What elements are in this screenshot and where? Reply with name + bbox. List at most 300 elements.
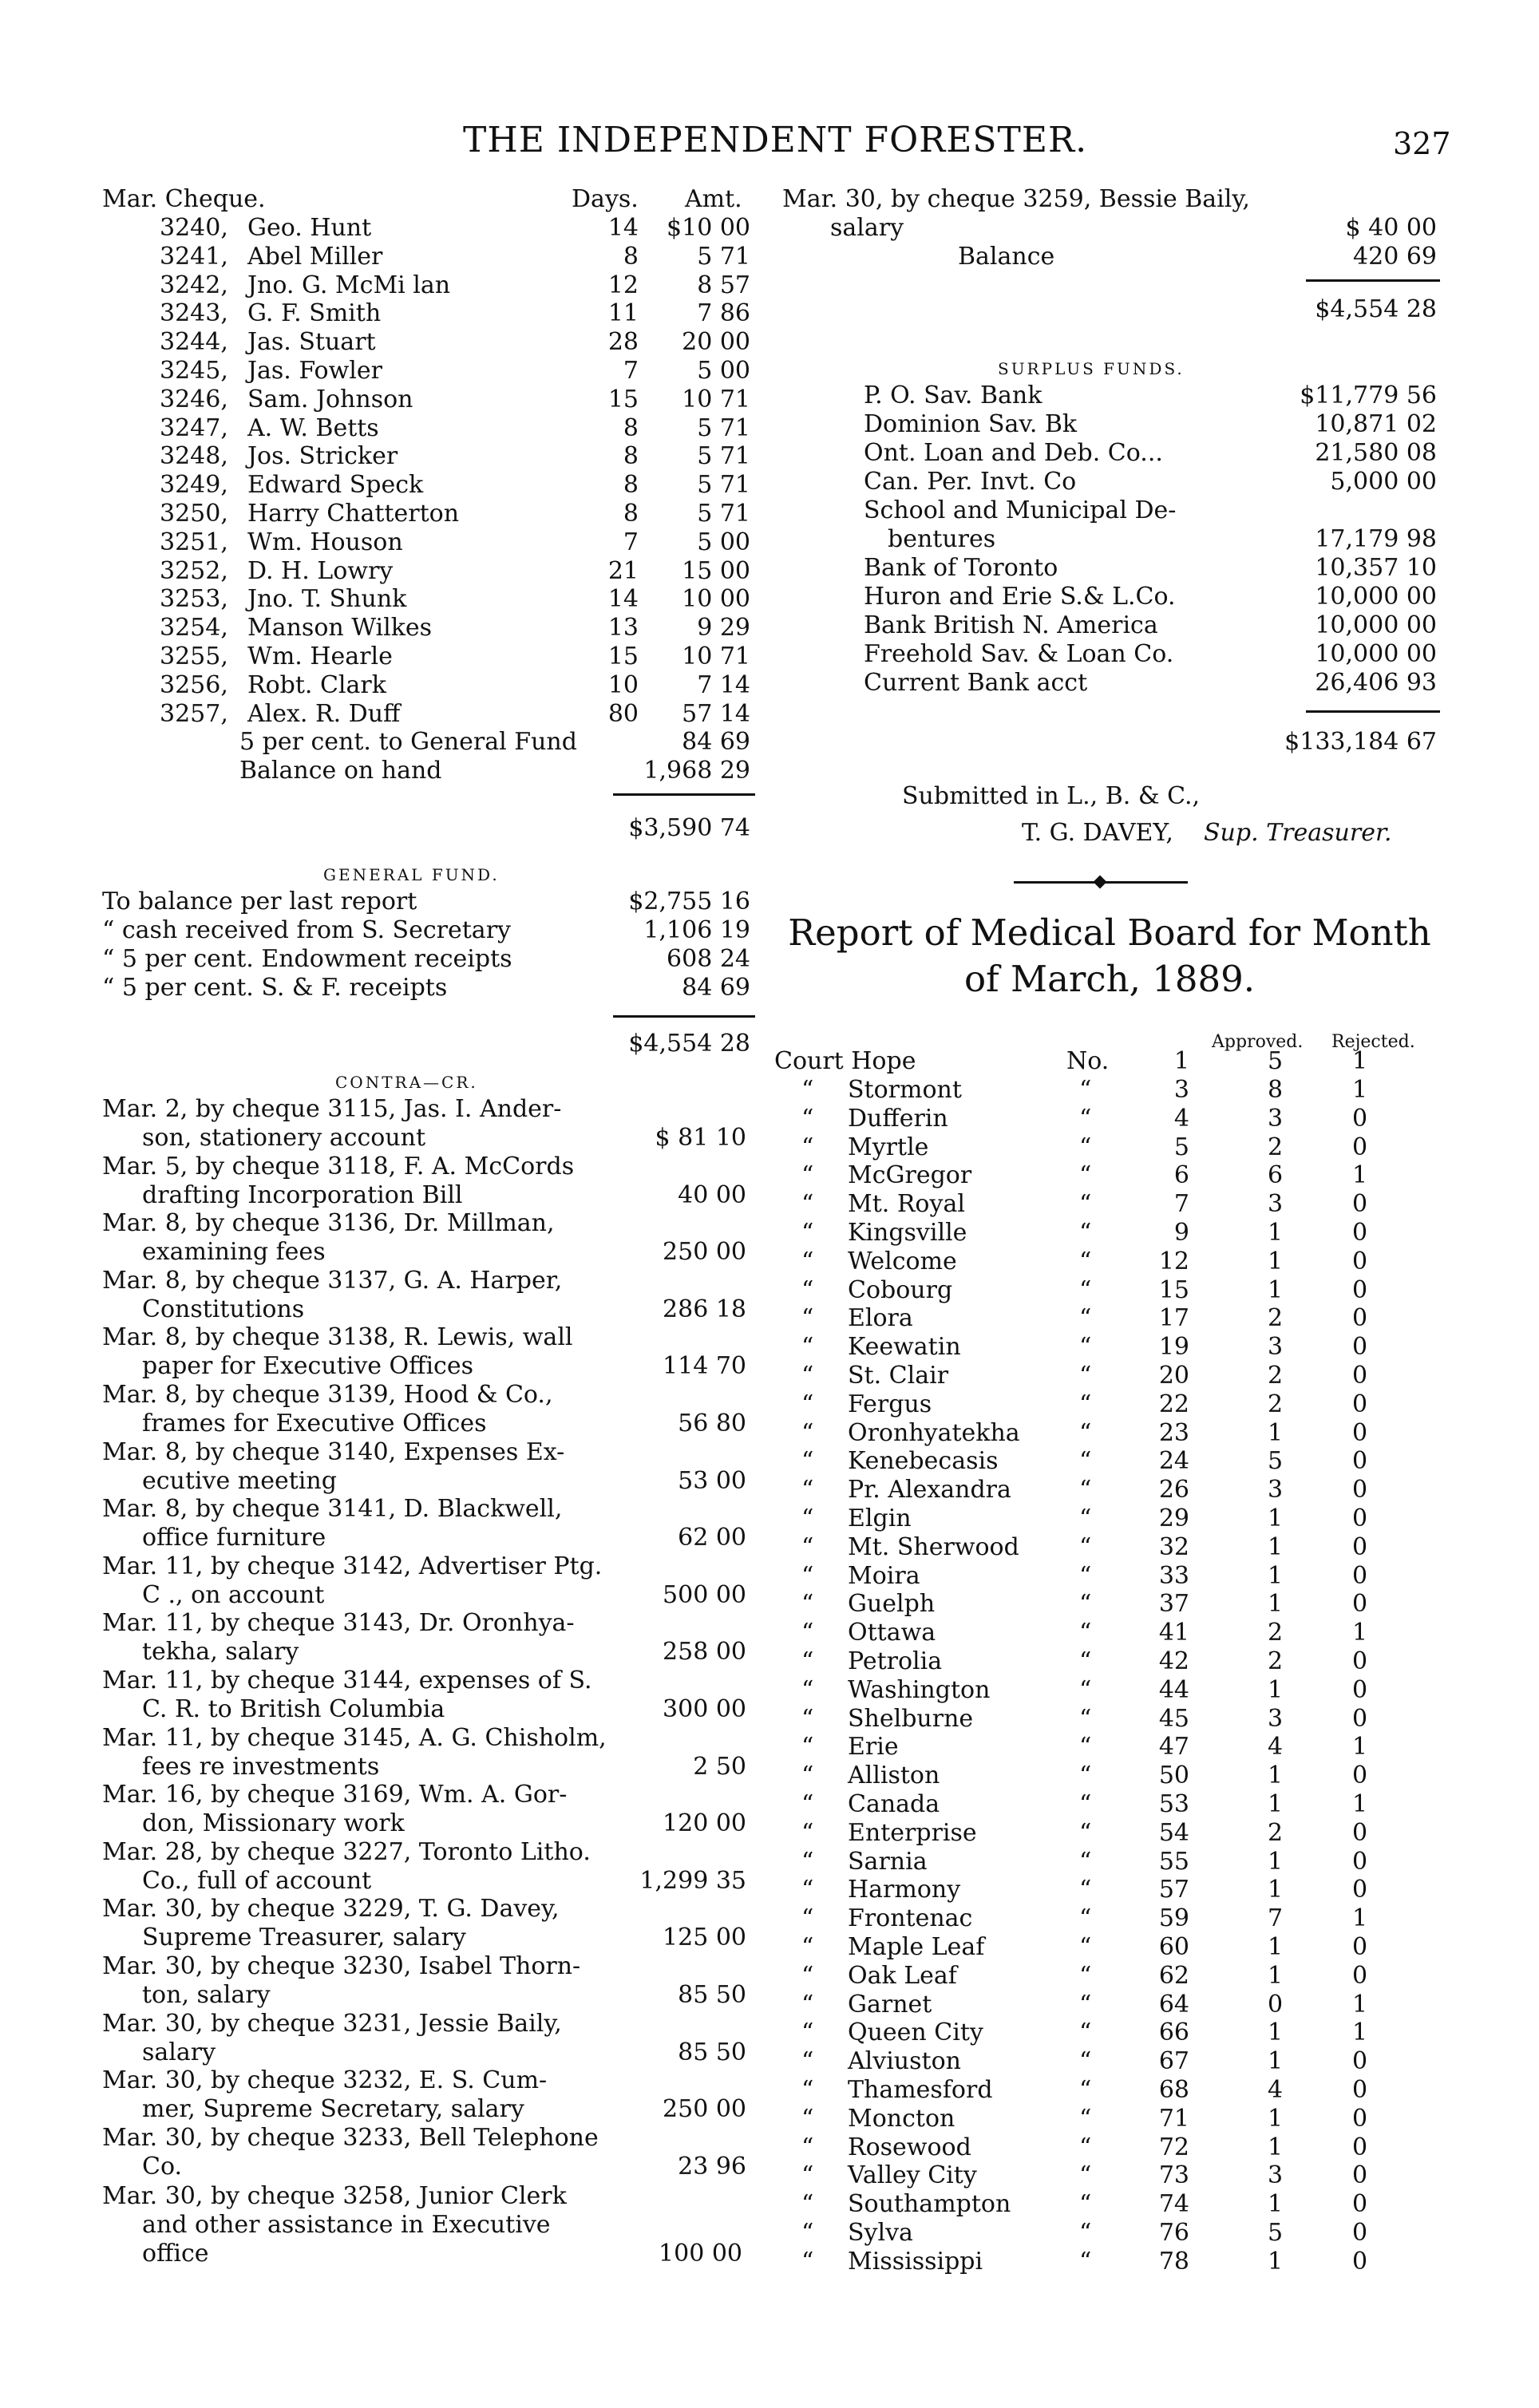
contra-entry-line1: Mar. 8, by cheque 3141, D. Blackwell, bbox=[102, 1495, 563, 1524]
court-approved: 2 bbox=[1268, 1390, 1284, 1418]
ditto-mark: “ bbox=[801, 2190, 814, 2219]
cheque-payee: Alex. R. Duff bbox=[247, 699, 401, 728]
cheque-header-amt: Amt. bbox=[685, 185, 742, 213]
court-rejected: 1 bbox=[1352, 1990, 1368, 2019]
court-approved: 1 bbox=[1268, 1876, 1284, 1904]
contra-entry-line1: Mar. 8, by cheque 3137, G. A. Harper, bbox=[102, 1266, 563, 1295]
surplus-item: Bank of Toronto bbox=[864, 554, 1058, 582]
contra-entry-amount: 85 50 bbox=[678, 2038, 746, 2066]
contra-entry-line1: Mar. 8, by cheque 3140, Expenses Ex- bbox=[102, 1437, 565, 1466]
ditto-mark: “ bbox=[801, 1190, 814, 1219]
contra-entry-line2: C ., on account bbox=[142, 1580, 325, 1609]
court-rejected: 0 bbox=[1352, 2133, 1368, 2161]
court-number: 3 bbox=[1173, 1076, 1189, 1104]
contra-entry-line1: Mar. 30, by cheque 3230, Isabel Thorn- bbox=[102, 1952, 581, 1980]
contra-entry-line2: ton, salary bbox=[142, 1981, 271, 2009]
surplus-amount: 10,000 00 bbox=[1315, 611, 1437, 639]
surplus-amount: 10,871 02 bbox=[1315, 410, 1437, 438]
cheque-number: 3249, bbox=[160, 471, 228, 500]
per-cent-line-text: 5 per cent. to General Fund bbox=[239, 728, 577, 756]
court-number: 67 bbox=[1158, 2047, 1189, 2076]
cheque-amount: 5 00 bbox=[697, 357, 750, 385]
court-hope-approved: 5 bbox=[1268, 1047, 1284, 1075]
court-rejected: 0 bbox=[1352, 1933, 1368, 1961]
page-number: 327 bbox=[1393, 126, 1451, 161]
court-number: 47 bbox=[1158, 1733, 1189, 1762]
page-title: THE INDEPENDENT FORESTER. bbox=[463, 120, 1088, 160]
surplus-amount: 26,406 93 bbox=[1315, 669, 1437, 697]
balance-on-hand-amt: 1,968 29 bbox=[643, 757, 750, 785]
court-number: 42 bbox=[1158, 1647, 1189, 1675]
court-approved: 2 bbox=[1268, 1619, 1284, 1647]
court-rejected: 0 bbox=[1352, 1104, 1368, 1133]
court-number: 45 bbox=[1158, 1704, 1189, 1733]
court-name: Myrtle bbox=[848, 1133, 929, 1161]
ditto-mark: “ bbox=[801, 1990, 814, 2019]
court-number: 24 bbox=[1158, 1447, 1189, 1476]
court-approved: 2 bbox=[1268, 1133, 1284, 1161]
court-approved: 1 bbox=[1268, 2047, 1284, 2076]
court-name: Elgin bbox=[848, 1505, 912, 1532]
cheque-number: 3254, bbox=[160, 614, 228, 643]
contra-entry-amount: 250 00 bbox=[663, 1238, 746, 1267]
court-number: 19 bbox=[1158, 1333, 1189, 1362]
balance-rule bbox=[1306, 279, 1440, 282]
contra-last-amt: 100 00 bbox=[659, 2240, 742, 2268]
contra-entry-line1: Mar. 16, by cheque 3169, Wm. A. Gor- bbox=[102, 1781, 568, 1809]
ditto-mark: “ bbox=[801, 2133, 814, 2161]
court-name: Enterprise bbox=[848, 1818, 977, 1847]
contra-entry-amount: 40 00 bbox=[678, 1180, 746, 1209]
cheque-amount: 10 00 bbox=[682, 585, 750, 614]
cheque-days: 7 bbox=[623, 357, 639, 385]
ditto-mark: “ bbox=[801, 1161, 814, 1190]
contra-entry-line1: Mar. 11, by cheque 3145, A. G. Chisholm, bbox=[102, 1723, 607, 1752]
court-number: 41 bbox=[1158, 1619, 1189, 1647]
court-hope-rejected: 1 bbox=[1352, 1047, 1368, 1075]
cheque-number: 3255, bbox=[160, 643, 228, 670]
ditto-mark: “ bbox=[1079, 1590, 1092, 1619]
court-approved: 1 bbox=[1268, 1561, 1284, 1590]
ditto-mark: “ bbox=[1079, 2219, 1092, 2247]
surplus-heading: SURPLUS FUNDS. bbox=[998, 359, 1185, 378]
court-rejected: 0 bbox=[1352, 1362, 1368, 1390]
cheque-days: 15 bbox=[607, 643, 639, 670]
ditto-mark: “ bbox=[801, 2247, 814, 2276]
contra-entry-amount: 2 50 bbox=[693, 1752, 746, 1781]
ditto-mark: “ bbox=[1079, 1904, 1092, 1933]
cheque-number: 3240, bbox=[160, 214, 228, 242]
contra-entry-amount: $ 81 10 bbox=[655, 1124, 746, 1152]
ditto-mark: “ bbox=[1079, 1733, 1092, 1762]
contra-entry-line2: paper for Executive Offices bbox=[142, 1352, 474, 1381]
balance-amt: 420 69 bbox=[1353, 243, 1437, 271]
contra-heading: CONTRA—CR. bbox=[335, 1073, 478, 1092]
court-rejected: 0 bbox=[1352, 1390, 1368, 1418]
cheque-amount: 7 86 bbox=[697, 299, 750, 328]
per-cent-line-amt: 84 69 bbox=[682, 728, 750, 756]
surplus-amount: 21,580 08 bbox=[1315, 439, 1437, 467]
court-approved: 1 bbox=[1268, 1762, 1284, 1790]
court-name: Fergus bbox=[848, 1390, 932, 1418]
contra-entry-line2: Co., full of account bbox=[142, 1866, 372, 1895]
ditto-mark: “ bbox=[1079, 2133, 1092, 2161]
cheque-amount: $10 00 bbox=[667, 214, 750, 242]
cheque-amount: 8 57 bbox=[697, 271, 750, 299]
ditto-mark: “ bbox=[801, 1304, 814, 1333]
cheque-number: 3246, bbox=[160, 385, 228, 413]
ditto-mark: “ bbox=[1079, 1990, 1092, 2019]
total-rule bbox=[613, 793, 755, 796]
court-number: 74 bbox=[1158, 2190, 1189, 2219]
court-rejected: 0 bbox=[1352, 1847, 1368, 1876]
court-name: Stormont bbox=[848, 1076, 962, 1104]
court-rejected: 1 bbox=[1352, 2019, 1368, 2047]
contra-last-line3: office bbox=[142, 2240, 209, 2268]
cheque-days: 8 bbox=[623, 500, 639, 528]
court-rejected: 0 bbox=[1352, 1561, 1368, 1590]
ditto-mark: “ bbox=[1079, 1675, 1092, 1704]
contra-entry-line1: Mar. 28, by cheque 3227, Toronto Litho. bbox=[102, 1837, 591, 1866]
cheque-payee: Jno. T. Shunk bbox=[247, 585, 407, 614]
cheque-amount: 15 00 bbox=[682, 556, 750, 585]
ditto-mark: “ bbox=[801, 1333, 814, 1362]
court-hope-label: Court Hope bbox=[774, 1047, 916, 1075]
cheque-number: 3257, bbox=[160, 699, 228, 728]
court-rejected: 1 bbox=[1352, 1076, 1368, 1104]
court-rejected: 0 bbox=[1352, 1590, 1368, 1619]
surplus-amount: 10,000 00 bbox=[1315, 640, 1437, 668]
contra-entry-amount: 62 00 bbox=[678, 1524, 746, 1552]
court-rejected: 1 bbox=[1352, 1904, 1368, 1933]
surplus-item: P. O. Sav. Bank bbox=[864, 382, 1042, 409]
surplus-rule bbox=[1306, 710, 1440, 713]
ditto-mark: “ bbox=[1079, 1133, 1092, 1161]
court-approved: 2 bbox=[1268, 1304, 1284, 1333]
cheque-days: 8 bbox=[623, 471, 639, 500]
balance-on-hand-text: Balance on hand bbox=[239, 757, 442, 785]
court-approved: 1 bbox=[1268, 2104, 1284, 2133]
court-number: 44 bbox=[1158, 1675, 1189, 1704]
ditto-mark: “ bbox=[801, 1476, 814, 1505]
ditto-mark: “ bbox=[1079, 2247, 1092, 2276]
court-number: 33 bbox=[1158, 1561, 1189, 1590]
contra-entry-amount: 1,299 35 bbox=[639, 1866, 746, 1895]
cheque-days: 15 bbox=[607, 385, 639, 413]
court-rejected: 0 bbox=[1352, 2047, 1368, 2076]
cheque-payee: Geo. Hunt bbox=[247, 214, 372, 242]
contra-entry-line2: Co. bbox=[142, 2152, 183, 2181]
court-number: 22 bbox=[1158, 1390, 1189, 1418]
cheque-payee: Jno. G. McMi lan bbox=[247, 271, 451, 299]
cheque-days: 10 bbox=[607, 670, 639, 699]
ditto-mark: “ bbox=[801, 1247, 814, 1275]
cheque-days: 8 bbox=[623, 413, 639, 442]
court-rejected: 0 bbox=[1352, 1532, 1368, 1561]
contra-entry-amount: 125 00 bbox=[663, 1924, 746, 1952]
general-fund-amount: 608 24 bbox=[667, 945, 750, 973]
court-rejected: 0 bbox=[1352, 1247, 1368, 1275]
contra-entry-line1: Mar. 2, by cheque 3115, Jas. I. Ander- bbox=[102, 1095, 562, 1123]
cheque-payee: G. F. Smith bbox=[247, 299, 382, 328]
contra-entry-line1: Mar. 30, by cheque 3231, Jessie Baily, bbox=[102, 2009, 562, 2038]
ditto-mark: “ bbox=[801, 1847, 814, 1876]
contra-entry-line1: Mar. 8, by cheque 3138, R. Lewis, wall bbox=[102, 1323, 573, 1352]
ditto-mark: “ bbox=[1079, 2076, 1092, 2104]
court-number: 53 bbox=[1158, 1790, 1189, 1818]
court-name: Moncton bbox=[848, 2104, 955, 2133]
court-approved: 1 bbox=[1268, 1275, 1284, 1304]
cheque-number: 3245, bbox=[160, 357, 228, 385]
column-rejected: Rejected. bbox=[1331, 1032, 1415, 1052]
cheque-amount: 20 00 bbox=[682, 328, 750, 357]
court-number: 64 bbox=[1158, 1990, 1189, 2019]
court-name: Thamesford bbox=[848, 2076, 993, 2104]
court-name: Alviuston bbox=[848, 2047, 961, 2076]
court-approved: 1 bbox=[1268, 2247, 1284, 2276]
court-name: Keewatin bbox=[848, 1333, 961, 1362]
general-fund-item: “ cash received from S. Secretary bbox=[102, 916, 511, 944]
court-rejected: 0 bbox=[1352, 1447, 1368, 1476]
court-approved: 3 bbox=[1268, 1704, 1284, 1733]
contra-last-line1: Mar. 30, by cheque 3258, Junior Clerk bbox=[102, 2182, 567, 2210]
court-approved: 5 bbox=[1268, 1447, 1284, 1476]
cheque-payee: Abel Miller bbox=[247, 242, 383, 271]
ditto-mark: “ bbox=[801, 1876, 814, 1904]
cheque-amount: 9 29 bbox=[697, 614, 750, 643]
court-rejected: 1 bbox=[1352, 1161, 1368, 1190]
court-name: Rosewood bbox=[848, 2133, 971, 2161]
court-name: Sylva bbox=[848, 2219, 913, 2247]
ditto-mark: “ bbox=[801, 1133, 814, 1161]
contra-entry-line2: frames for Executive Offices bbox=[142, 1410, 487, 1437]
court-approved: 1 bbox=[1268, 1418, 1284, 1447]
court-rejected: 0 bbox=[1352, 1133, 1368, 1161]
court-number: 6 bbox=[1173, 1161, 1189, 1190]
court-name: Valley City bbox=[848, 2161, 977, 2190]
contra-entry-amount: 120 00 bbox=[663, 1809, 746, 1838]
ditto-mark: “ bbox=[801, 1275, 814, 1304]
court-number: 23 bbox=[1158, 1418, 1189, 1447]
cheque-days: 21 bbox=[607, 556, 639, 585]
contra-entry-amount: 85 50 bbox=[678, 1981, 746, 2009]
court-rejected: 0 bbox=[1352, 1762, 1368, 1790]
separator-ornament bbox=[1094, 876, 1107, 889]
contra-entry-line1: Mar. 11, by cheque 3144, expenses of S. bbox=[102, 1667, 592, 1694]
ditto-mark: “ bbox=[1079, 1104, 1092, 1133]
court-number: 66 bbox=[1158, 2019, 1189, 2047]
cheque-payee: Wm. Hearle bbox=[247, 643, 393, 670]
contra-entry-amount: 500 00 bbox=[663, 1580, 746, 1609]
court-rejected: 0 bbox=[1352, 1304, 1368, 1333]
court-rejected: 0 bbox=[1352, 1418, 1368, 1447]
surplus-item: Current Bank acct bbox=[864, 669, 1088, 697]
court-name: Garnet bbox=[848, 1990, 932, 2019]
cheque-number: 3256, bbox=[160, 670, 228, 699]
court-name: Maple Leaf bbox=[848, 1933, 985, 1961]
cheque-payee: Wm. Houson bbox=[247, 528, 403, 556]
cheque-number: 3253, bbox=[160, 585, 228, 614]
court-rejected: 0 bbox=[1352, 2076, 1368, 2104]
ditto-mark: “ bbox=[1079, 1219, 1092, 1247]
contra-entry-line1: Mar. 11, by cheque 3142, Advertiser Ptg. bbox=[102, 1552, 603, 1580]
court-approved: 1 bbox=[1268, 1933, 1284, 1961]
contra-entry-line2: examining fees bbox=[142, 1238, 326, 1267]
court-number: 20 bbox=[1158, 1362, 1189, 1390]
contra-entry-line1: Mar. 8, by cheque 3136, Dr. Millman, bbox=[102, 1209, 555, 1238]
ditto-mark: “ bbox=[1079, 1762, 1092, 1790]
court-name: Cobourg bbox=[848, 1275, 953, 1304]
court-hope-no: 1 bbox=[1173, 1047, 1189, 1075]
court-name: Oronhyatekha bbox=[848, 1418, 1020, 1447]
contra-entry-line2: ecutive meeting bbox=[142, 1466, 337, 1495]
court-rejected: 0 bbox=[1352, 1704, 1368, 1733]
court-number: 76 bbox=[1158, 2219, 1189, 2247]
contra-entry-amount: 286 18 bbox=[663, 1295, 746, 1323]
ditto-mark: “ bbox=[1079, 1304, 1092, 1333]
court-number: 60 bbox=[1158, 1933, 1189, 1961]
court-number: 54 bbox=[1158, 1818, 1189, 1847]
court-approved: 8 bbox=[1268, 1076, 1284, 1104]
cheque-days: 80 bbox=[607, 699, 639, 728]
ditto-mark: “ bbox=[801, 1704, 814, 1733]
ditto-mark: “ bbox=[1079, 1505, 1092, 1532]
cheque-amount: 5 71 bbox=[697, 471, 750, 500]
ditto-mark: “ bbox=[1079, 1333, 1092, 1362]
cheque-payee: Robt. Clark bbox=[247, 670, 386, 699]
court-approved: 2 bbox=[1268, 1818, 1284, 1847]
court-approved: 1 bbox=[1268, 1219, 1284, 1247]
contra-entry-line2: office furniture bbox=[142, 1524, 326, 1552]
surplus-amount: 10,357 10 bbox=[1315, 554, 1437, 582]
contra-entry-line2: salary bbox=[142, 2038, 216, 2066]
ditto-mark: “ bbox=[1079, 1362, 1092, 1390]
balance-label: Balance bbox=[958, 243, 1055, 271]
court-rejected: 0 bbox=[1352, 2161, 1368, 2190]
ditto-mark: “ bbox=[1079, 1847, 1092, 1876]
cheque-payee: Jas. Fowler bbox=[247, 357, 382, 385]
court-rejected: 0 bbox=[1352, 1333, 1368, 1362]
cheque-number: 3243, bbox=[160, 299, 228, 328]
bessie-line2: salary bbox=[830, 214, 904, 242]
ditto-mark: “ bbox=[1079, 1247, 1092, 1275]
ditto-mark: “ bbox=[1079, 1790, 1092, 1818]
ditto-mark: “ bbox=[801, 2104, 814, 2133]
court-number: 59 bbox=[1158, 1904, 1189, 1933]
ditto-mark: “ bbox=[1079, 1961, 1092, 1990]
general-fund-rule bbox=[613, 1015, 755, 1018]
ditto-mark: “ bbox=[801, 1904, 814, 1933]
contra-entry-line1: Mar. 5, by cheque 3118, F. A. McCords bbox=[102, 1152, 575, 1180]
court-name: Kenebecasis bbox=[848, 1447, 999, 1476]
ditto-mark: “ bbox=[801, 1647, 814, 1675]
ditto-mark: “ bbox=[801, 1933, 814, 1961]
contra-entry-amount: 53 00 bbox=[678, 1466, 746, 1495]
no-label: No. bbox=[1066, 1047, 1110, 1075]
signature-name: T. G. DAVEY, bbox=[1022, 819, 1173, 847]
ditto-mark: “ bbox=[1079, 1818, 1092, 1847]
ditto-mark: “ bbox=[1079, 1619, 1092, 1647]
cheque-number: 3252, bbox=[160, 556, 228, 585]
cheque-days: 8 bbox=[623, 442, 639, 471]
bessie-amt: $ 40 00 bbox=[1345, 214, 1437, 242]
cheque-days: 14 bbox=[607, 214, 639, 242]
cheque-number: 3248, bbox=[160, 442, 228, 471]
surplus-item: Bank British N. America bbox=[864, 611, 1158, 639]
ditto-mark: “ bbox=[801, 2161, 814, 2190]
cheque-number: 3251, bbox=[160, 528, 228, 556]
court-rejected: 0 bbox=[1352, 1961, 1368, 1990]
court-approved: 2 bbox=[1268, 1647, 1284, 1675]
ditto-mark: “ bbox=[801, 1076, 814, 1104]
court-number: 57 bbox=[1158, 1876, 1189, 1904]
court-rejected: 1 bbox=[1352, 1733, 1368, 1762]
court-rejected: 0 bbox=[1352, 2104, 1368, 2133]
court-rejected: 0 bbox=[1352, 1818, 1368, 1847]
court-name: Sarnia bbox=[848, 1847, 928, 1876]
surplus-item: Huron and Erie S.& L.Co. bbox=[864, 583, 1176, 611]
court-number: 9 bbox=[1173, 1219, 1189, 1247]
court-rejected: 1 bbox=[1352, 1619, 1368, 1647]
court-approved: 3 bbox=[1268, 1190, 1284, 1219]
ditto-mark: “ bbox=[801, 1104, 814, 1133]
court-number: 26 bbox=[1158, 1476, 1189, 1505]
court-name: Moira bbox=[848, 1561, 920, 1590]
court-number: 55 bbox=[1158, 1847, 1189, 1876]
general-fund-item: To balance per last report bbox=[102, 888, 417, 915]
court-approved: 1 bbox=[1268, 1247, 1284, 1275]
contra-entry-amount: 56 80 bbox=[678, 1410, 746, 1437]
court-name: Dufferin bbox=[848, 1104, 948, 1133]
submitted-line: Submitted in L., B. & C., bbox=[902, 782, 1201, 810]
court-rejected: 0 bbox=[1352, 1647, 1368, 1675]
court-name: Frontenac bbox=[848, 1904, 973, 1933]
court-number: 71 bbox=[1158, 2104, 1189, 2133]
court-rejected: 0 bbox=[1352, 1190, 1368, 1219]
court-name: Southampton bbox=[848, 2190, 1011, 2219]
ditto-mark: “ bbox=[1079, 1275, 1092, 1304]
court-rejected: 0 bbox=[1352, 2247, 1368, 2276]
ditto-mark: “ bbox=[1079, 2019, 1092, 2047]
cheque-header-mar: Mar. Cheque. bbox=[102, 185, 266, 213]
general-fund-amount: $2,755 16 bbox=[628, 888, 750, 915]
cheque-days: 14 bbox=[607, 585, 639, 614]
ditto-mark: “ bbox=[801, 1961, 814, 1990]
court-name: McGregor bbox=[848, 1161, 972, 1190]
court-name: Oak Leaf bbox=[848, 1961, 957, 1990]
court-approved: 7 bbox=[1268, 1904, 1284, 1933]
court-name: Canada bbox=[848, 1790, 940, 1818]
general-fund-item: “ 5 per cent. S. & F. receipts bbox=[102, 974, 448, 1002]
cheque-number: 3247, bbox=[160, 413, 228, 442]
court-approved: 6 bbox=[1268, 1161, 1284, 1190]
court-rejected: 0 bbox=[1352, 1505, 1368, 1532]
cheque-amount: 5 71 bbox=[697, 442, 750, 471]
court-approved: 3 bbox=[1268, 1476, 1284, 1505]
ditto-mark: “ bbox=[1079, 1561, 1092, 1590]
court-name: Washington bbox=[848, 1675, 991, 1704]
court-name: Mississippi bbox=[848, 2247, 983, 2276]
contra-entry-line2: don, Missionary work bbox=[142, 1809, 405, 1838]
surplus-amount: 5,000 00 bbox=[1330, 468, 1437, 496]
court-number: 7 bbox=[1173, 1190, 1189, 1219]
ditto-mark: “ bbox=[1079, 2047, 1092, 2076]
court-approved: 1 bbox=[1268, 2190, 1284, 2219]
cheque-days: 7 bbox=[623, 528, 639, 556]
court-name: Petrolia bbox=[848, 1647, 943, 1675]
ditto-mark: “ bbox=[1079, 1476, 1092, 1505]
ditto-mark: “ bbox=[1079, 1933, 1092, 1961]
